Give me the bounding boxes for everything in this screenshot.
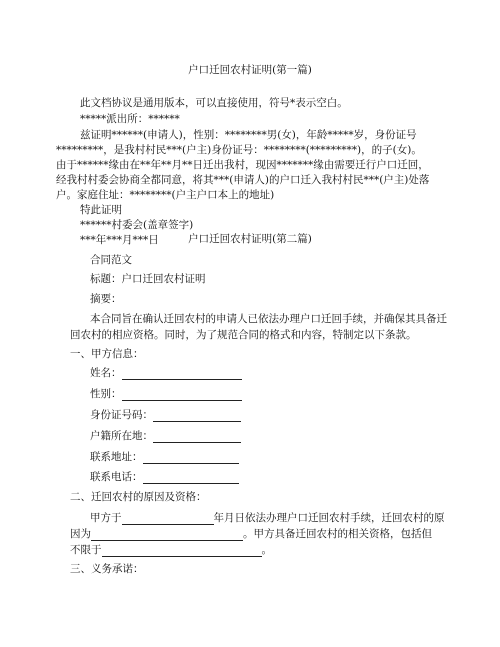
field-id-number-label: 身份证号码： bbox=[90, 409, 153, 421]
field-phone bbox=[90, 470, 239, 484]
field-id-number bbox=[90, 408, 241, 422]
duty-heading: 三、义务承诺： bbox=[70, 563, 144, 575]
field-name-label: 姓名： bbox=[90, 367, 122, 379]
contract-label: 合同范文 bbox=[90, 254, 132, 266]
field-gender-label: 性别： bbox=[90, 388, 122, 400]
field-household-blank bbox=[153, 430, 241, 443]
date-line: ***年***月***日 bbox=[80, 234, 159, 246]
hereby-certify: 特此证明 bbox=[80, 204, 122, 216]
field-household bbox=[90, 429, 241, 443]
party-a-heading: 一、甲方信息： bbox=[70, 348, 144, 360]
reason-heading: 二、迁回农村的原因及资格： bbox=[70, 491, 207, 503]
field-gender-blank bbox=[122, 388, 242, 401]
field-name bbox=[90, 366, 242, 380]
section2-title: 户口迁回农村证明(第二篇) bbox=[188, 233, 312, 245]
field-phone-label: 联系电话： bbox=[90, 471, 143, 483]
field-household-label: 户籍所在地： bbox=[90, 430, 153, 442]
reason-blank-2 bbox=[91, 528, 243, 541]
reason-line-2 bbox=[70, 527, 432, 541]
reason-line-2-a: 因为 bbox=[70, 528, 91, 540]
certify-line-2: *********，是我村村民***(户主)身份证号：********(*********)，的子(女)。 bbox=[56, 144, 422, 156]
field-phone-blank bbox=[143, 471, 239, 484]
reason-line-1-b: 年月日依法办理户口迁回农村手续，迁回农村的原 bbox=[213, 512, 445, 524]
police-station-line: *****派出所：****** bbox=[80, 113, 180, 125]
abstract-line-2: 回农村的相应资格。同时，为了规范合同的格式和内容，特制定以下条款。 bbox=[70, 329, 417, 341]
field-address-label: 联系地址： bbox=[90, 451, 143, 463]
section1-title: 户口迁回农村证明(第一篇) bbox=[188, 64, 312, 76]
abstract-label: 摘要： bbox=[90, 293, 122, 305]
reason-line-3-b: 。 bbox=[261, 544, 272, 556]
certify-line-3: 由于******缘由在**年**月**日迁出我村，现因*******缘由需要迁行户口迁回， bbox=[56, 159, 429, 171]
reason-line-3 bbox=[70, 543, 272, 557]
field-gender bbox=[90, 387, 242, 401]
reason-blank-1 bbox=[122, 512, 214, 525]
certify-line-4: 经我村村委会协商全都同意，将其***(申请人)的户口迁入我村村民***(户主)处落 bbox=[56, 174, 430, 186]
reason-line-3-a: 不限于 bbox=[70, 544, 102, 556]
certify-line-1: 兹证明******(申请人)，性别：********男(女)，年龄*****岁，身份证号 bbox=[80, 129, 417, 141]
field-address bbox=[90, 450, 239, 464]
subject-line: 标题：户口迁回农村证明 bbox=[90, 273, 206, 285]
address-line: 户。家庭住址：********(户主户口本上的地址) bbox=[56, 189, 275, 201]
field-address-blank bbox=[143, 451, 239, 464]
reason-line-1-a: 甲方于 bbox=[90, 512, 122, 524]
committee-signature: ******村委会(盖章签字) bbox=[80, 219, 194, 231]
reason-line-2-b: 。甲方具备迁回农村的相关资格，包括但 bbox=[243, 528, 432, 540]
reason-blank-3 bbox=[102, 544, 262, 557]
abstract-line-1: 本合同旨在确认迁回农村的申请人已依法办理户口迁回手续，并确保其具备迁 bbox=[90, 313, 447, 325]
notice-line: 此文档协议是通用版本，可以直接使用，符号*表示空白。 bbox=[80, 97, 348, 109]
reason-line-1 bbox=[90, 511, 445, 525]
field-id-number-blank bbox=[153, 409, 241, 422]
field-name-blank bbox=[122, 367, 242, 380]
